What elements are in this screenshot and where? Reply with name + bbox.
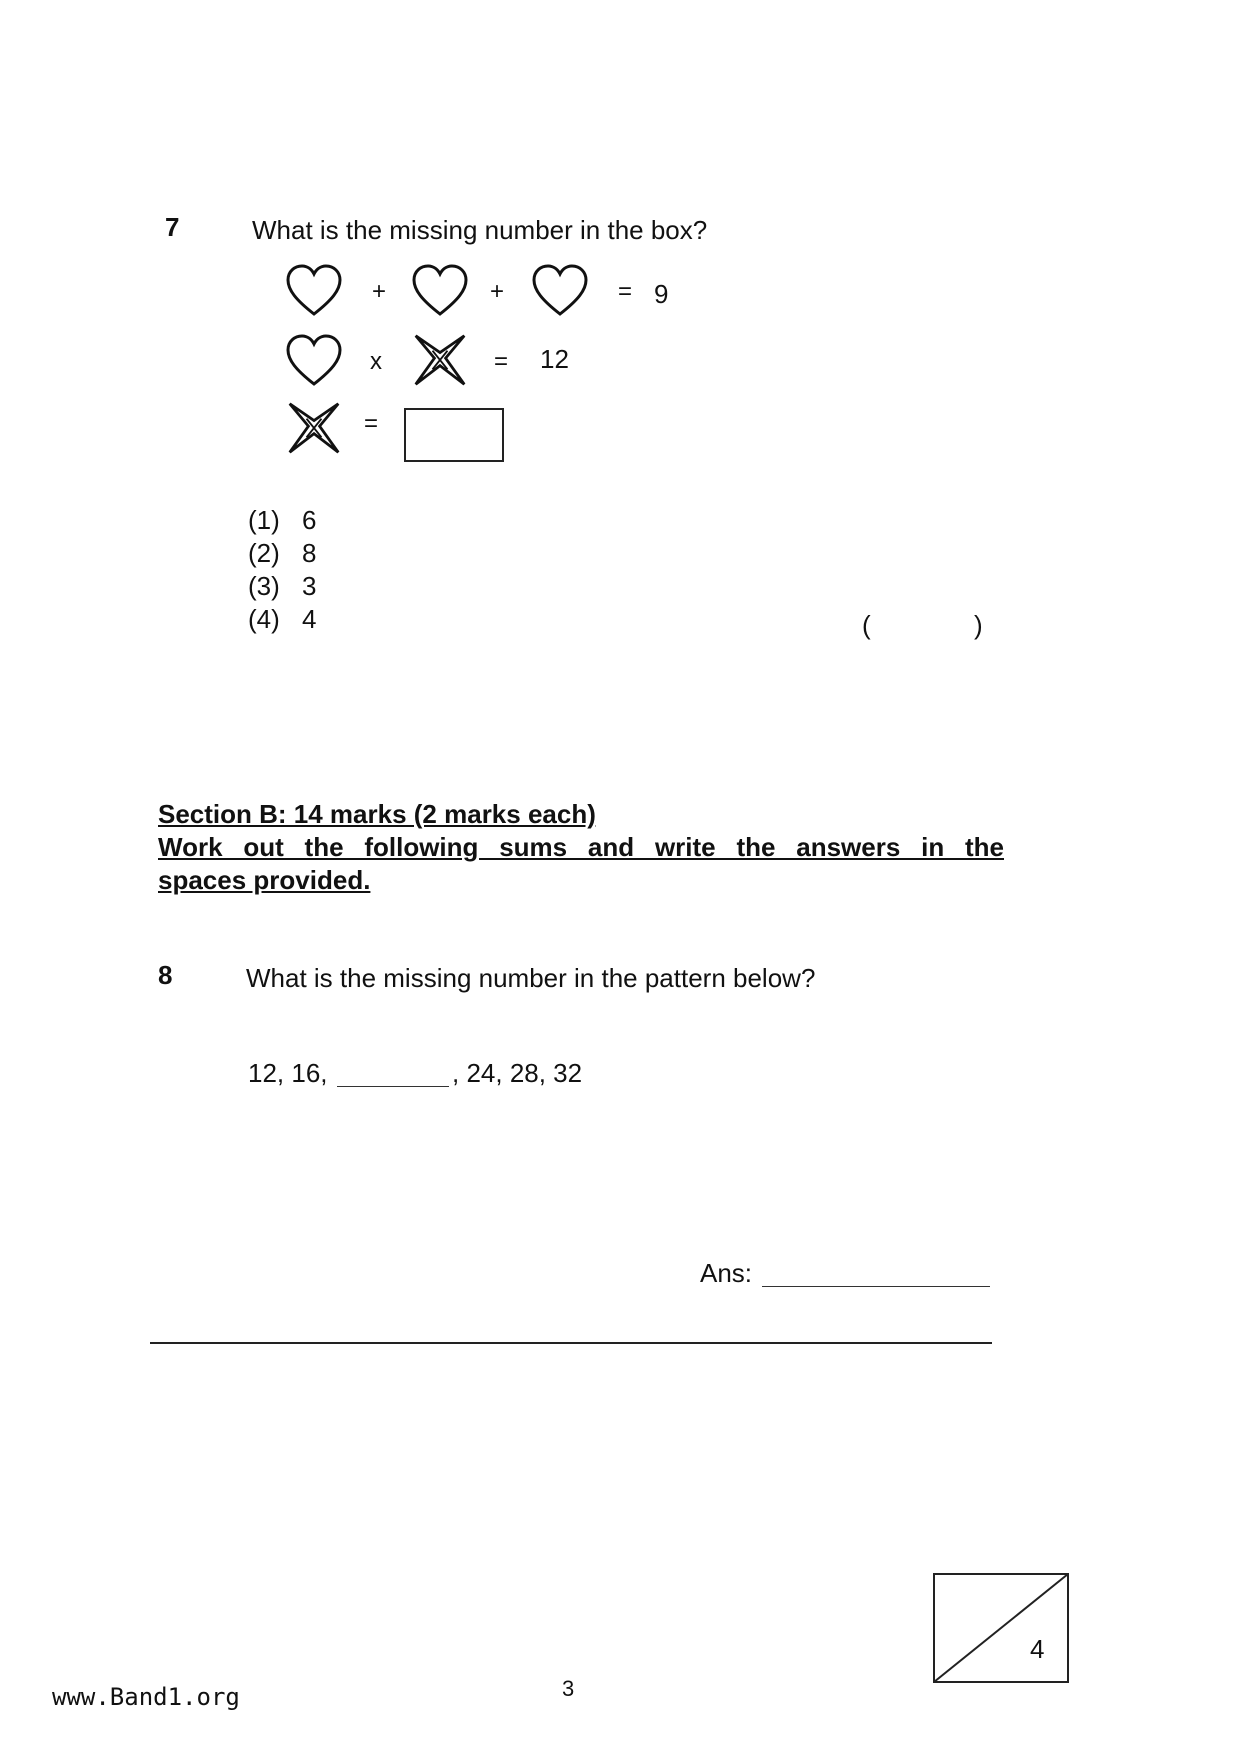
eq2-result: 12 xyxy=(540,344,569,374)
section-divider xyxy=(150,1342,992,1344)
option-2[interactable]: (2) 8 xyxy=(248,538,317,568)
section-b-heading: Section B: 14 marks (2 marks each) xyxy=(158,799,596,829)
website-watermark: www.Band1.org xyxy=(52,1683,240,1711)
plus-sign: + xyxy=(490,278,505,305)
answer-box[interactable] xyxy=(404,408,504,462)
answer-label: Ans: xyxy=(700,1258,753,1288)
heart-icon xyxy=(284,332,344,388)
answer-line[interactable] xyxy=(762,1286,990,1287)
plus-sign: + xyxy=(372,278,387,305)
pattern-end: , 24, 28, 32 xyxy=(452,1058,583,1088)
marks-box-value: 4 xyxy=(1030,1634,1045,1664)
pattern-start: 12, 16, xyxy=(248,1058,328,1088)
four-point-star-icon xyxy=(284,400,344,456)
page-number: 3 xyxy=(562,1676,575,1701)
option-1[interactable]: (1) 6 xyxy=(248,505,317,535)
four-point-star-icon xyxy=(410,332,470,388)
marks-box xyxy=(932,1572,1072,1684)
option-3[interactable]: (3) 3 xyxy=(248,571,317,601)
question-7-text: What is the missing number in the box? xyxy=(252,215,708,245)
question-7-number: 7 xyxy=(165,212,180,242)
section-b-instruction-line2: spaces provided. xyxy=(158,865,371,895)
question-8-number: 8 xyxy=(158,960,173,990)
question-8-text: What is the missing number in the pattern below? xyxy=(246,963,816,993)
equals-sign: = xyxy=(618,278,633,305)
heart-icon xyxy=(530,262,590,318)
answer-bracket-close: ) xyxy=(974,610,983,640)
pattern-blank[interactable] xyxy=(337,1086,449,1087)
equals-sign: = xyxy=(364,410,379,437)
eq1-result: 9 xyxy=(654,279,669,309)
heart-icon xyxy=(410,262,470,318)
answer-bracket-open: ( xyxy=(862,610,871,640)
options-list xyxy=(248,504,316,636)
heart-icon xyxy=(284,262,344,318)
section-b-instruction-line1: Work out the following sums and write the answers in the xyxy=(158,832,1004,862)
option-4[interactable]: (4) 4 xyxy=(248,604,317,634)
answer-bracket-space[interactable] xyxy=(876,606,972,642)
section-b-header xyxy=(158,798,1004,897)
equals-sign: = xyxy=(494,348,509,375)
times-sign: x xyxy=(370,348,382,375)
